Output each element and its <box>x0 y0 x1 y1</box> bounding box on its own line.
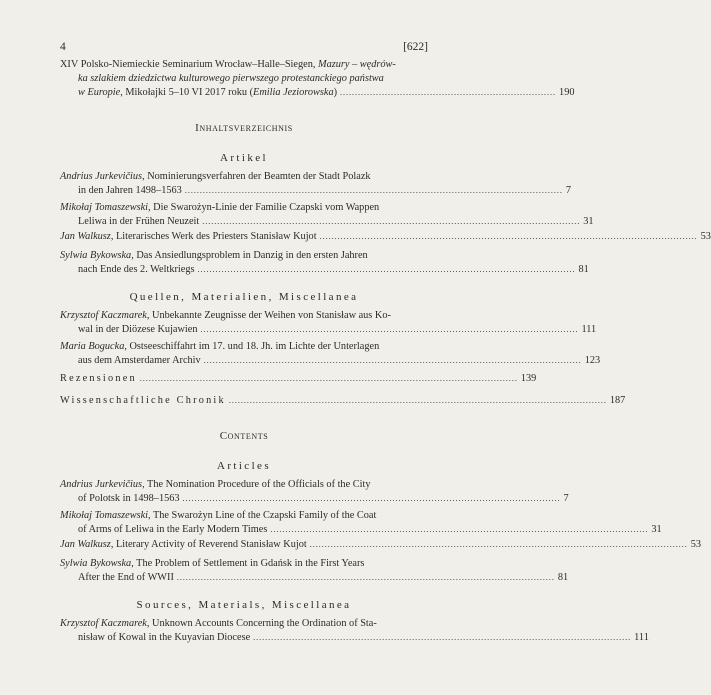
intro-text: XIV Polsko-Niemieckie Seminarium Wrocław–Halle–Siegen, <box>60 59 319 70</box>
german-title: Inhaltsverzeichnis <box>195 122 293 134</box>
entry-author: Mikołaj Tomaszewski <box>60 202 149 213</box>
rezensionen-label: Rezensionen <box>60 373 137 384</box>
toc-entry <box>60 557 569 585</box>
entry-title: , The Nomination Procedure of the Officials of the City <box>142 479 371 490</box>
intro-italic-2: ka szlakiem dziedzictwa kulturowego pierwszego protestanckiego państwa <box>78 73 384 84</box>
sources-heading: Sources, Materials, Miscellanea <box>136 599 352 611</box>
entry-title-cont: aus dem Amsterdamer Archiv <box>78 355 201 366</box>
toc-entry-rezensionen <box>60 372 537 386</box>
entry-title: , Ostseeschiffahrt im 17. und 18. Jh. im Lichte der Unterlagen <box>124 341 380 352</box>
entry-page: 53 <box>690 539 702 550</box>
intro-italic: Mazury – wędrów- <box>318 59 396 70</box>
entry-title-cont: nisław of Kowal in the Kuyavian Diocese <box>78 632 251 643</box>
toc-entry <box>60 309 597 337</box>
entry-author: Krzysztof Kaczmarek <box>60 618 147 629</box>
entry-page: 81 <box>557 572 569 583</box>
articles-heading: Articles <box>216 460 272 472</box>
entry-author: Jan Walkusz <box>60 231 111 242</box>
leader-dots: .............................................................................................................................. <box>197 265 576 274</box>
intro-editor: Emilia Jeziorowska <box>253 87 334 98</box>
entry-title: , The Swarożyn Line of the Czapski Family of the Coat <box>148 510 377 521</box>
leader-dots: .............................................................................................................................. <box>253 633 632 642</box>
entry-author: Jan Walkusz <box>60 539 111 550</box>
intro-italic-3: w Europie <box>78 87 121 98</box>
entry-page: 111 <box>581 324 597 335</box>
entry-title-cont: in den Jahren 1498–1563 <box>78 185 182 196</box>
entry-page: 31 <box>583 216 594 227</box>
english-title: Contents <box>219 430 269 442</box>
entry-title: , Literarisches Werk des Priesters Stanisław Kujot <box>110 231 317 242</box>
toc-entry <box>60 509 662 537</box>
toc-entry <box>60 201 594 229</box>
intro-text-3: , Mikołajki 5–10 VI 2017 roku ( <box>120 87 254 98</box>
entry-author: Andrius Jurkevičius <box>60 171 143 182</box>
entry-author: Maria Bogucka <box>60 341 125 352</box>
entry-author: Andrius Jurkevičius <box>60 479 143 490</box>
entry-page: 139 <box>520 373 537 384</box>
toc-entry <box>60 249 589 277</box>
entry-title: , Unbekannte Zeugnisse der Weihen von Stanisław aus Ko- <box>146 310 391 321</box>
toc-entry <box>60 340 601 368</box>
entry-page: 7 <box>563 493 569 504</box>
chronik-label: Wissenschaftliche Chronik <box>60 395 226 406</box>
toc-entry <box>60 617 649 645</box>
leader-dots: .............................................................................................................................. <box>182 494 561 503</box>
entry-title: , Literary Activity of Reverend Stanisław Kujot <box>110 539 307 550</box>
entry-title: , Nominierungsverfahren der Beamten der Stadt Polazk <box>142 171 371 182</box>
entry-title-cont: of Polotsk in 1498–1563 <box>78 493 180 504</box>
leader-dots: .............................................................................................................................. <box>319 232 698 241</box>
entry-page: 123 <box>584 355 601 366</box>
leader-dots: .............................................................................................................................. <box>309 540 688 549</box>
toc-entry-chronik <box>60 394 626 408</box>
intro-close: ) <box>333 87 338 98</box>
leader-dots: .............................................................................................................................. <box>270 525 649 534</box>
toc-entry <box>60 478 569 506</box>
entry-title-cont: After the End of WWII <box>78 572 174 583</box>
entry-title-cont: nach Ende des 2. Weltkriegs <box>78 264 195 275</box>
entry-page: 53 <box>700 231 711 242</box>
quellen-heading: Quellen, Materialien, Miscellanea <box>129 291 359 303</box>
intro-entry <box>60 58 575 100</box>
entry-page: 111 <box>634 632 649 643</box>
leader-dots: .............................................................................................................................. <box>139 374 518 383</box>
leader-dots: .............................................................................................................................. <box>202 217 581 226</box>
leader-dots: ........................................................................ <box>340 88 557 97</box>
intro-page: 190 <box>559 87 575 98</box>
entry-title: , The Problem of Settlement in Gdańsk in the First Years <box>131 558 365 569</box>
page-number: 4 <box>60 41 66 53</box>
entry-page: 31 <box>651 524 662 535</box>
toc-entry <box>60 538 702 552</box>
artikel-heading: Artikel <box>220 152 268 164</box>
toc-entry <box>60 230 711 244</box>
leader-dots: .............................................................................................................................. <box>176 573 555 582</box>
entry-title-cont: of Arms of Leliwa in the Early Modern Times <box>78 524 268 535</box>
entry-title-cont: wal in der Diözese Kujawien <box>78 324 198 335</box>
entry-title: , Die Swarożyn-Linie der Familie Czapski vom Wappen <box>148 202 380 213</box>
entry-author: Sylwia Bykowska <box>60 250 132 261</box>
entry-title-cont: Leliwa in der Frühen Neuzeit <box>78 216 200 227</box>
leader-dots: .............................................................................................................................. <box>184 186 563 195</box>
entry-page: 7 <box>565 185 571 196</box>
entry-title: , Das Ansiedlungsproblem in Danzig in den ersten Jahren <box>131 250 368 261</box>
entry-author: Sylwia Bykowska <box>60 558 132 569</box>
leader-dots: .............................................................................................................................. <box>200 325 579 334</box>
page-reference: [622] <box>403 41 428 53</box>
entry-author: Krzysztof Kaczmarek <box>60 310 147 321</box>
entry-author: Mikołaj Tomaszewski <box>60 510 149 521</box>
entry-page: 81 <box>578 264 589 275</box>
toc-entry <box>60 170 571 198</box>
leader-dots: .............................................................................................................................. <box>228 396 607 405</box>
leader-dots: .............................................................................................................................. <box>203 356 582 365</box>
entry-title: , Unknown Accounts Concerning the Ordination of Sta- <box>146 618 377 629</box>
entry-page: 187 <box>609 395 626 406</box>
